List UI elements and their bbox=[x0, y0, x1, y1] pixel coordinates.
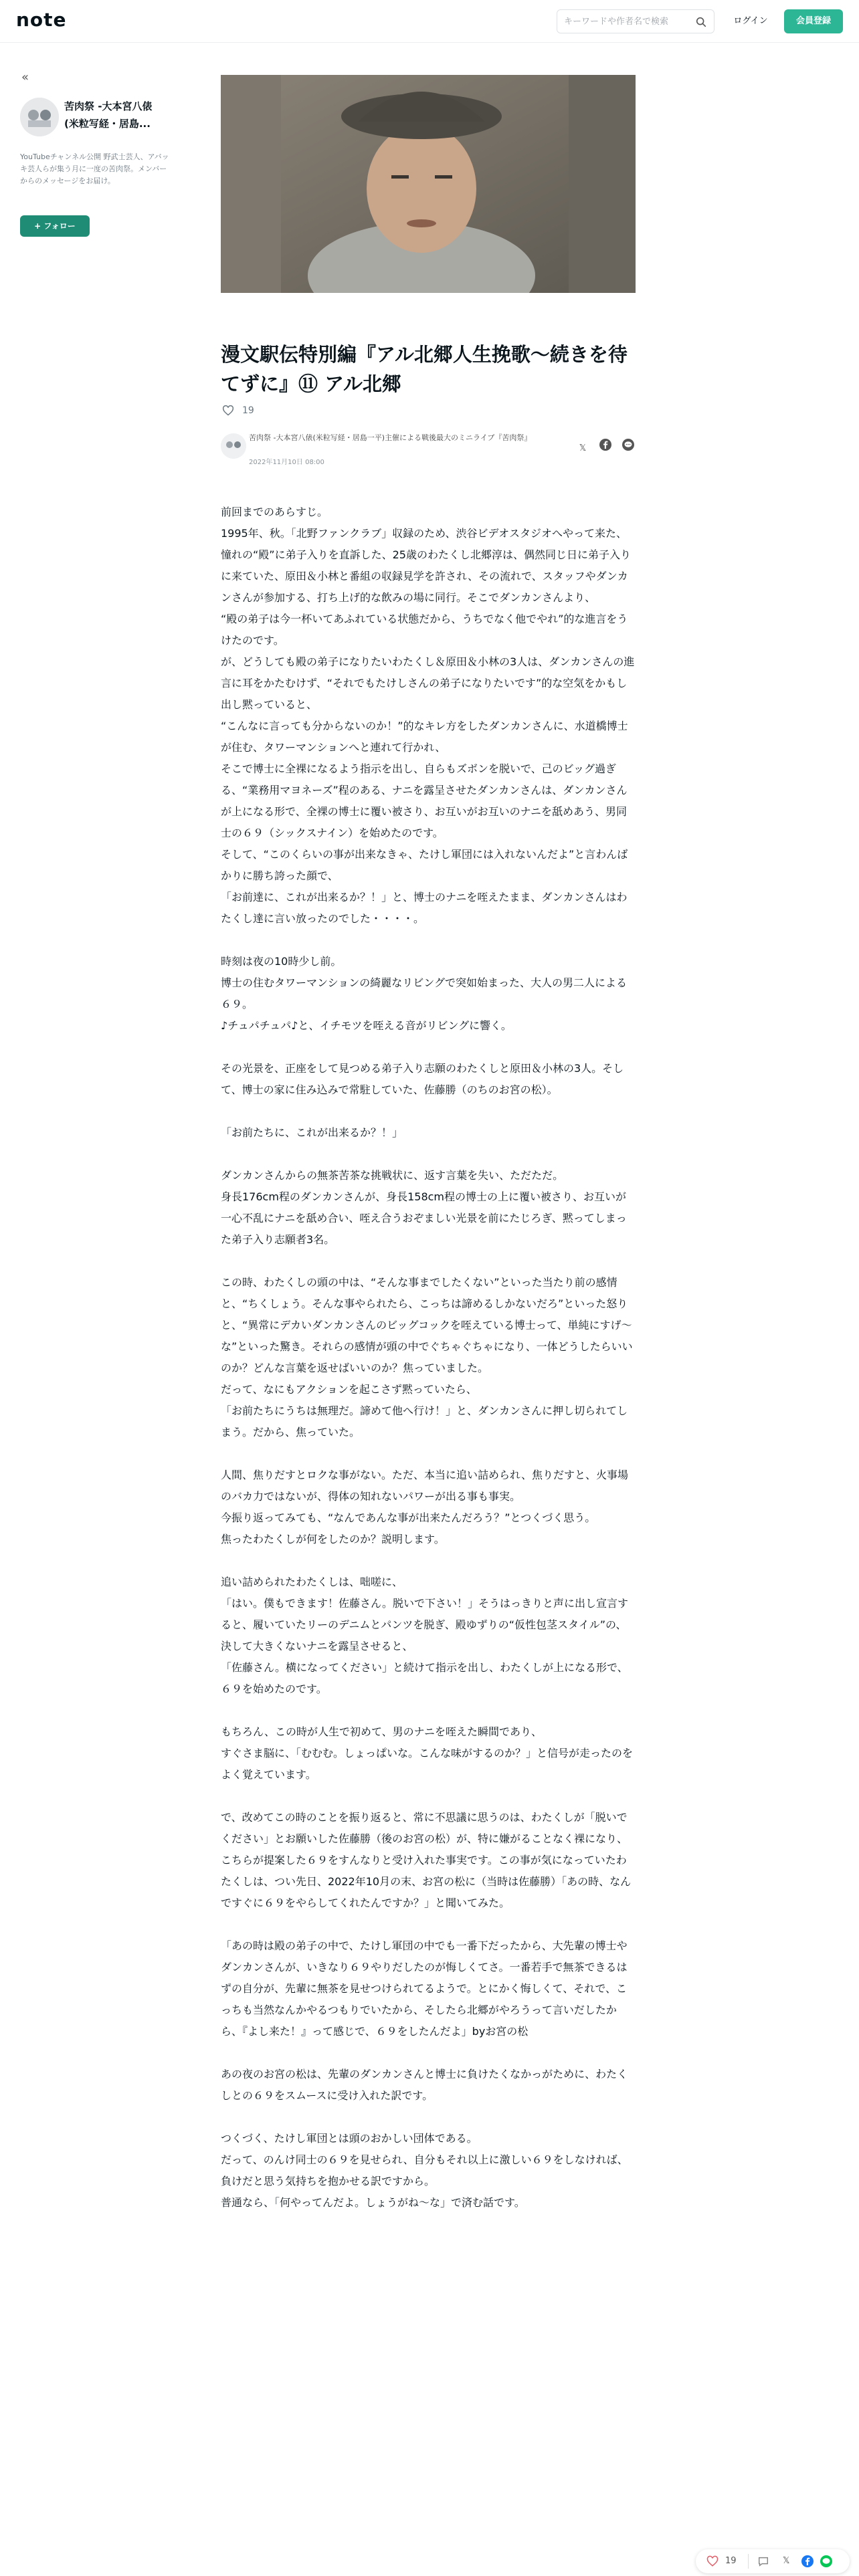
paragraph: 追い詰められたわたくしは、咄嗟に、 「はい。僕もできます！佐藤さん。脱いで下さい！」そうはっきりと声に出し宣言すると、履いていたリーのデニムとパンツを脱ぎ、殿ゆずりの“仮性包茎スタイル”の、決して大きくないナニを露呈させると、 「佐藤さん。横になってください」と続けて指示を出し、わたくしが上になる形で、６９を始めたのです。 bbox=[221, 1576, 628, 1695]
paragraph: 「あの時は殿の弟子の中で、たけし軍団の中でも一番下だったから、大先輩の博士やダンカンさんが、いきなり６９やりだしたのが悔しくてさ。一番若手で無茶できるはずの自分が、先輩に無茶を見せつけられてるようで。とにかく悔しくて、それで、こっちも当然なんかやるつもりでいたから、そしたら北郷がやろうって言いだしたから、『よし来た！』って感じで、６９をしたんだよ」byお宮の松 bbox=[221, 1939, 628, 2038]
heart-icon[interactable] bbox=[706, 2554, 719, 2569]
site-header bbox=[0, 0, 859, 43]
paragraph: つくづく、たけし軍団とは頭のおかしい団体である。 だって、のんけ同士の６９を見せられ、自分もそれ以上に激しい６９をしなければ、負けだと思う気持ちを抱かせる訳ですから。 普通なら、「何やってんだよ。しょうがね〜な」で済む話です。 bbox=[221, 2132, 628, 2209]
x-icon[interactable]: 𝕏 bbox=[783, 2556, 790, 2566]
comment-icon[interactable] bbox=[757, 2554, 769, 2569]
paragraph: もちろん、この時が人生で初めて、男のナニを咥えた瞬間であり、 すぐさま脳に、「むむむ。しょっぱいな。こんな味がするのか？」と信号が走ったのをよく覚えています。 bbox=[221, 1725, 634, 1781]
divider bbox=[748, 2554, 749, 2569]
facebook-icon[interactable] bbox=[801, 2554, 814, 2569]
creator-name[interactable]: 苦肉祭 -大本宮八俵(米粒写経・居島... bbox=[64, 100, 153, 130]
creator-description: YouTubeチャンネル公開 野武士芸人、アバッキ芸人らが集う月に一度の苦肉祭。メンバーからのメッセージをお届け。 bbox=[20, 152, 169, 185]
post-date: 2022年11月10日 08:00 bbox=[249, 459, 324, 466]
share-icons bbox=[567, 439, 636, 453]
hero-image bbox=[221, 75, 636, 293]
search-box[interactable] bbox=[557, 9, 714, 33]
signup-button[interactable]: 会員登録 bbox=[784, 9, 843, 33]
search-input[interactable] bbox=[564, 10, 691, 33]
article-title: 漫文駅伝特別編『アル北郷人生挽歌〜続きを待てずに』⑪ アル北郷 bbox=[221, 343, 628, 395]
search-icon[interactable] bbox=[695, 16, 707, 28]
floating-like-count: 19 bbox=[725, 2556, 737, 2566]
collapse-icon[interactable]: « bbox=[21, 70, 29, 84]
paragraph: 前回までのあらすじ。 1995年、秋。「北野ファンクラブ」収録のため、渋谷ビデオスタジオへやって来た、憧れの“殿”に弟子入りを直訴した、25歳のわたくし北郷淳は、偶然同じ日に弟子入りに来ていた、原田＆小林と番組の収録見学を許され、その流れで、スタッフやダンカンさんが参加する、打ち上げ的な飲みの場に同行。そこでダンカンさんより、 “殿の弟子は今一杯いてあふれている状態だから、うちでなく他でやれ”的な進言をうけたのです。 が、どうしても殿の弟子になりたいわたくし＆原田＆小林の3人は、ダンカンさんの進言に耳をかたむけず、“それでもたけしさんの弟子になりたいです”的な空気をかもし出し黙っていると、 “こんなに言っても分からないのか！”的なキレ方をしたダンカンさんに、水道橋博士が住む、タワーマンションへと連れて行かれ、 そこで博士に全裸になるよう指示を出し、自らもズボンを脱いで、己のビッグ過ぎる、“業務用マヨネーズ”程のある、ナニを露呈させたダンカンさんは、ダンカンさんが上になる形で、全裸の博士に覆い被さり、お互いがお互いのナニを舐めあう、男同士の６９（シックスナイン）を始めたのです。 そして、“このくらいの事が出来なきゃ、たけし軍団には入れないんだよ”と言わんばかりに勝ち誇った顔で、 「お前達に、これが出来るか？！」と、博士のナニを咥えたまま、ダンカンさんはわたくし達に言い放ったのでした・・・・。 bbox=[221, 506, 635, 925]
paragraph: この時、わたくしの頭の中は、“そんな事までしたくない”といった当たり前の感情と、“ちくしょう。そんな事やられたら、こっちは諦めるしかないだろ”といった怒りと、“異常にデカいダンカンさんのビッグコックを咥えている博士って、単純にすげ〜な”といった驚き。それらの感情が頭の中でぐちゃぐちゃになり、一体どうしたらいいのか？どんな言葉を返せばいいのか？焦っていました。 だって、なにもアクションを起こさず黙っていたら、 「お前たちにうちは無理だ。諦めて他へ行け！」と、ダンカンさんに押し切られてしまう。だから、焦っていた。 bbox=[221, 1276, 633, 1438]
note-logo[interactable]: note bbox=[16, 9, 67, 31]
paragraph: その光景を、正座をして見つめる弟子入り志願のわたくしと原田＆小林の3人。そして、博士の家に住み込みで常駐していた、佐藤勝（のちのお宮の松）。 bbox=[221, 1062, 624, 1096]
floating-action-bar bbox=[696, 2549, 850, 2573]
line-icon[interactable] bbox=[621, 439, 636, 453]
line-icon[interactable] bbox=[820, 2554, 832, 2569]
author-name[interactable]: 苦肉祭 -大本宮八俵(米粒写経・居島一平)主催による戦後最大のミニライブ『苦肉祭』 bbox=[249, 433, 532, 442]
heart-icon[interactable] bbox=[221, 405, 235, 416]
like-row bbox=[221, 403, 254, 419]
x-icon[interactable]: 𝕏 bbox=[579, 443, 587, 453]
like-count: 19 bbox=[242, 405, 254, 416]
follow-button[interactable]: + フォロー bbox=[20, 215, 90, 237]
avatar[interactable] bbox=[20, 98, 59, 136]
paragraph: 時刻は夜の10時少し前。 博士の住むタワーマンションの綺麗なリビングで突如始まった、大人の男二人による６９。 ♪チュパチュパ♪と、イチモツを咥える音がリビングに響く。 bbox=[221, 955, 627, 1032]
login-button[interactable]: ログイン bbox=[733, 16, 768, 26]
paragraph: 人間、焦りだすとロクな事がない。ただ、本当に追い詰められ、焦りだすと、火事場のバカ力ではないが、得体の知れないパワーが出る事も事実。 今振り返ってみても、“なんであんな事が出来たんだろう？”とつくづく思う。 焦ったわたくしが何をしたのか？説明します。 bbox=[221, 1469, 628, 1545]
paragraph: 「お前たちに、これが出来るか？！」 bbox=[221, 1126, 403, 1139]
paragraph: で、改めてこの時のことを振り返ると、常に不思議に思うのは、わたくしが「脱いでください」とお願いした佐藤勝（後のお宮の松）が、特に嫌がることなく裸になり、こちらが提案した６９をすんなりと受け入れた事実です。この事が気になっていたわたくしは、つい先日、2022年10月の末、お宮の松に（当時は佐藤勝）「あの時、なんですぐに６９をやらしてくれたんですか？」と聞いてみた。 bbox=[221, 1811, 632, 1909]
paragraph: あの夜のお宮の松は、先輩のダンカンさんと博士に負けたくなかっがために、わたくしとの６９をスムースに受け入れた訳です。 bbox=[221, 2068, 628, 2102]
facebook-icon[interactable] bbox=[598, 439, 613, 453]
paragraph: ダンカンさんからの無茶苦茶な挑戦状に、返す言葉を失い、ただただ。 身長176cm程のダンカンさんが、身長158cm程の博士の上に覆い被さり、お互いが一心不乱にナニを舐め合い、咥え合うおぞましい光景を前にたじろぎ、黙ってしまった弟子入り志願者3名。 bbox=[221, 1169, 627, 1246]
author-avatar[interactable] bbox=[221, 433, 246, 459]
article-body bbox=[221, 502, 636, 2214]
